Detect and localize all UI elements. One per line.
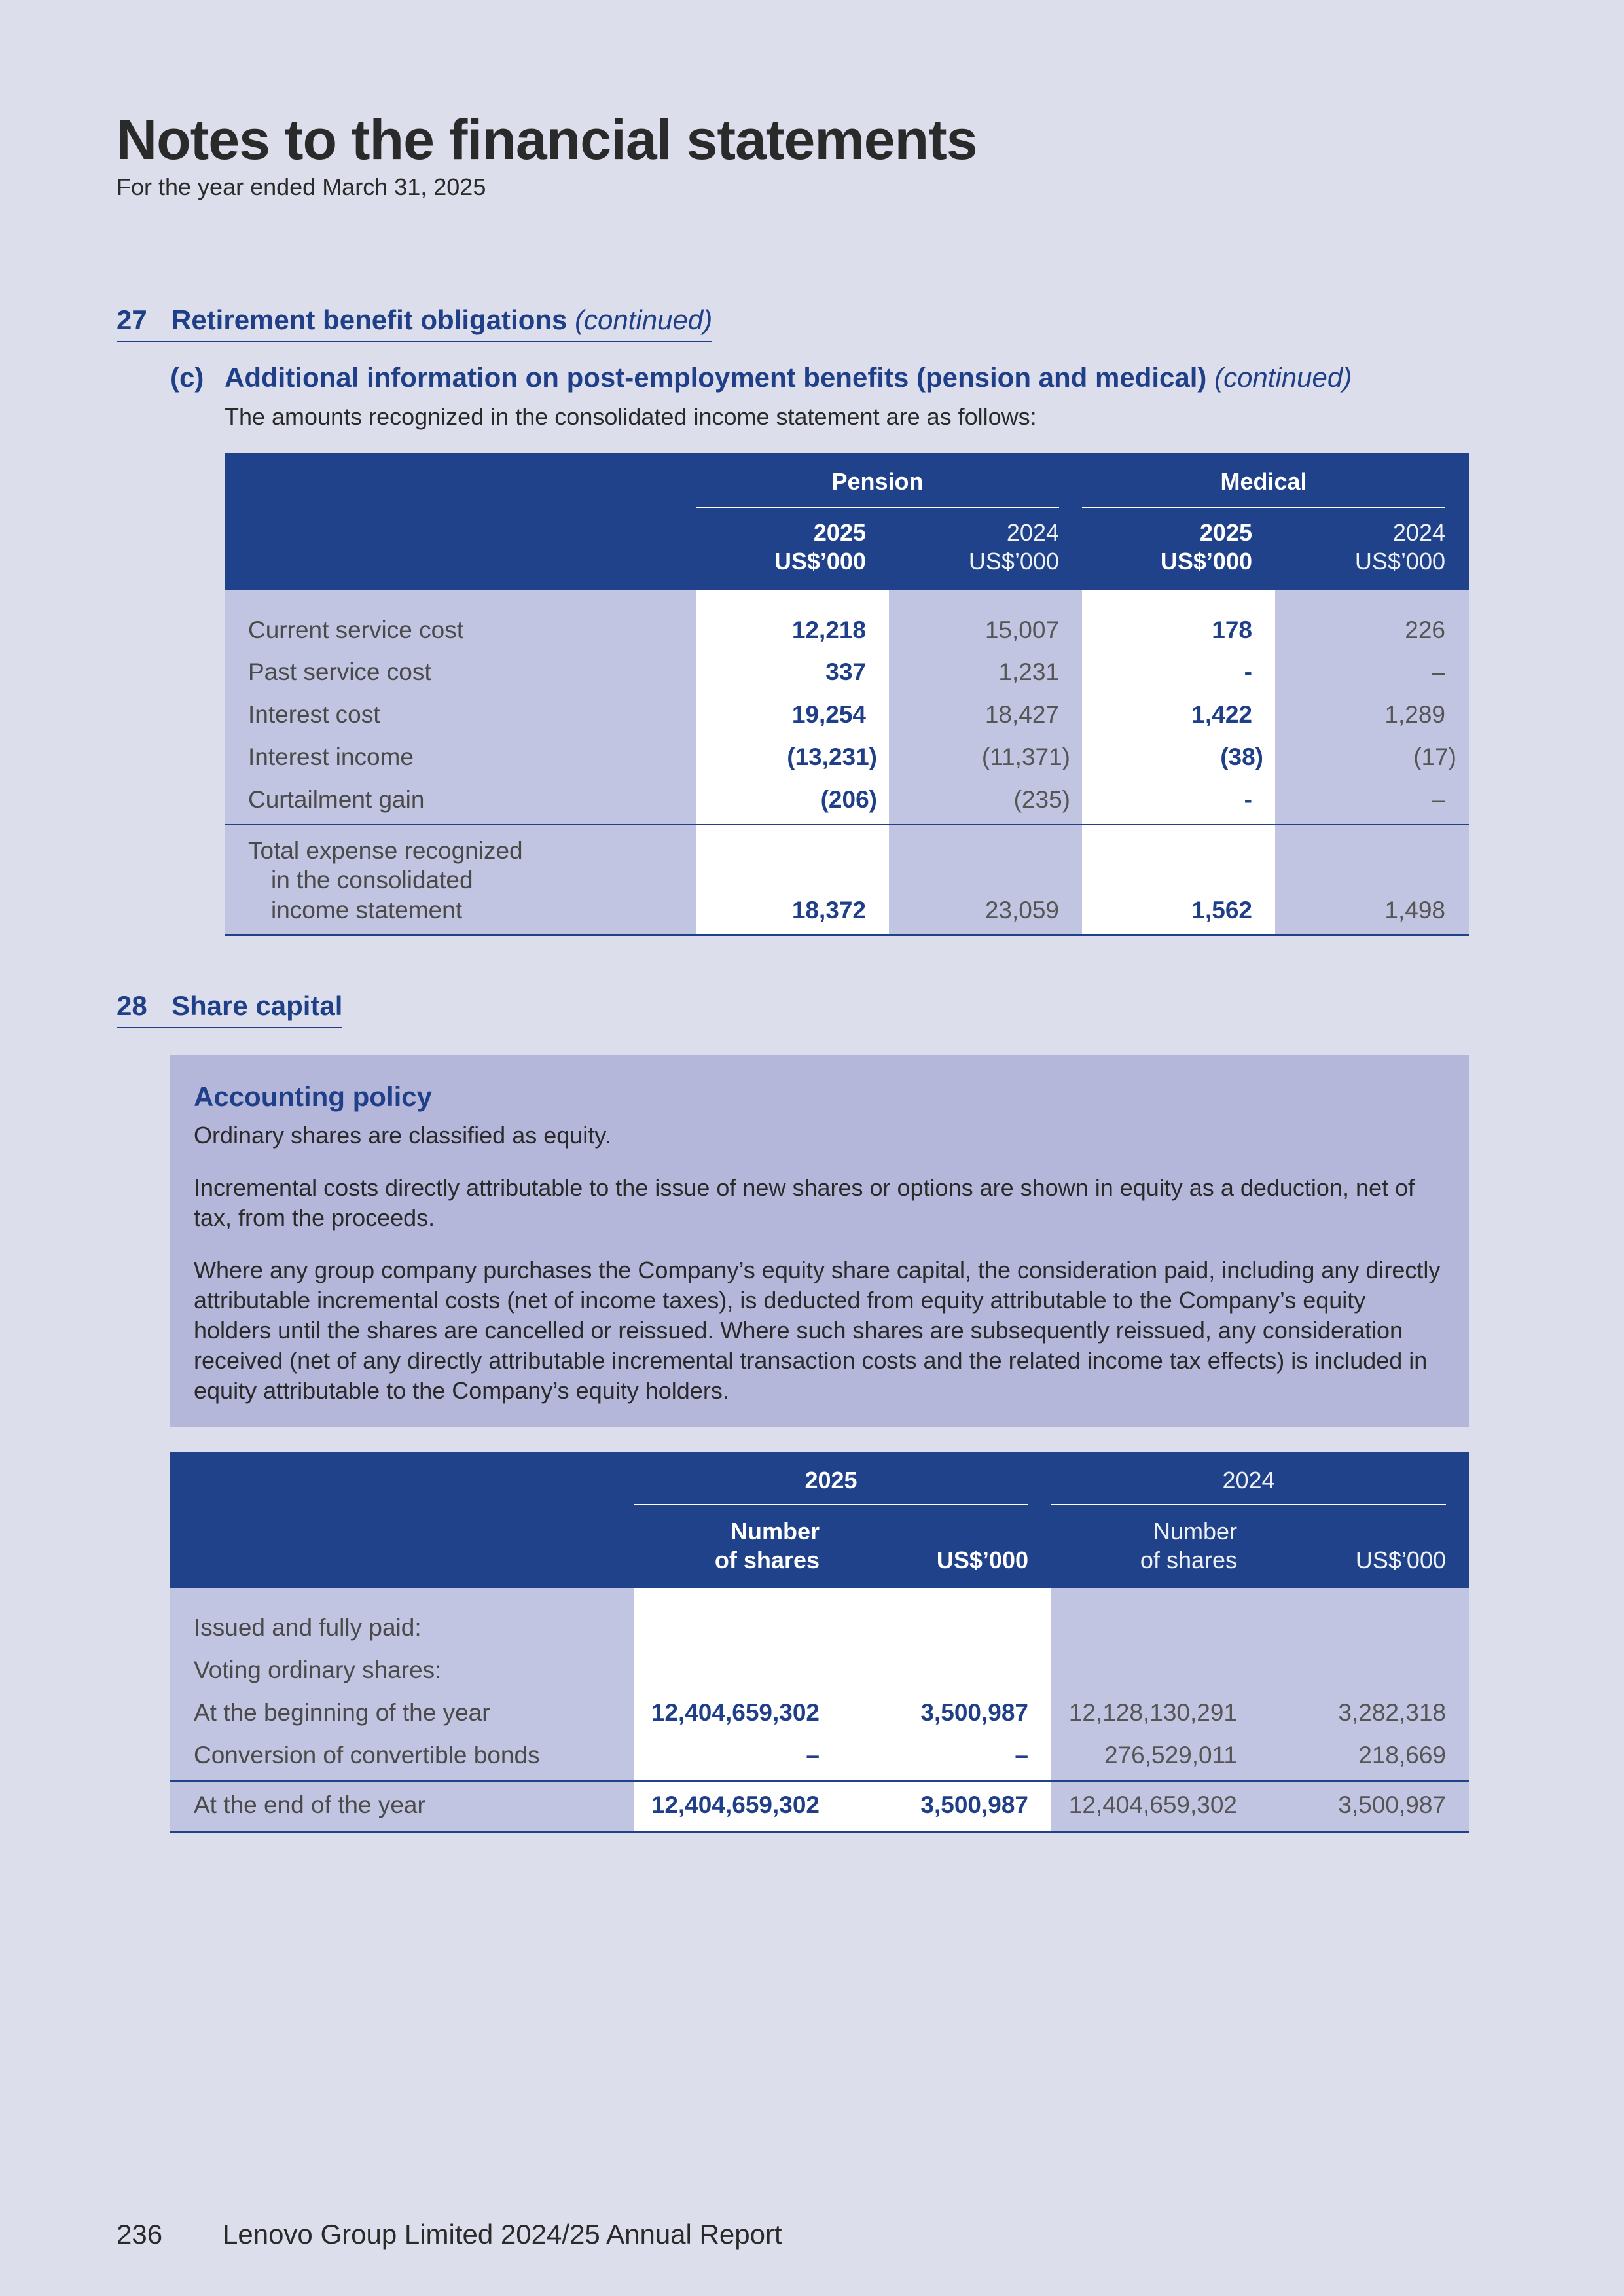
accounting-policy-box <box>170 1055 1469 1427</box>
row-label: Current service cost <box>248 617 463 643</box>
row-value: 12,404,659,302 <box>651 1699 820 1726</box>
row-value: – <box>1432 786 1445 813</box>
table-bottom-rule <box>225 934 1469 936</box>
policy-title: Accounting policy <box>194 1081 433 1112</box>
total-value: 3,500,987 <box>1338 1791 1446 1818</box>
page-subtitle: For the year ended March 31, 2025 <box>117 173 486 200</box>
continued-label: (continued) <box>1214 362 1352 393</box>
row-value: – <box>1432 658 1445 685</box>
row-label: Voting ordinary shares: <box>194 1657 442 1683</box>
page-footer <box>117 2219 782 2250</box>
col-header-year: 2025 <box>813 519 866 546</box>
group-header-pension: Pension <box>831 468 924 495</box>
col-header-year: 2024 <box>1392 519 1445 546</box>
subsection-heading <box>225 362 1352 393</box>
total-label-line: income statement <box>271 897 463 924</box>
row-value: (17) <box>1413 744 1456 770</box>
row-value: (13,231) <box>787 744 877 770</box>
total-value: 18,372 <box>791 897 866 924</box>
col-header-line2: US$’000 <box>1355 1547 1446 1573</box>
policy-paragraph: Where any group company purchases the Company’s equity share capital, the consideration paid, including any directly attributable incremental costs (net of income taxes), is deducted from equity attributable to the Company’s equity holders until the shares are cancelled or reissued. Where such shares are subsequently reissued, any consideration received (net of any directly attributable incremental transaction costs and the related income tax effects) is included in equity attributable to the Company’s equity holders. <box>194 1257 1441 1404</box>
group-underline <box>1082 507 1445 508</box>
row-value: 337 <box>825 658 866 685</box>
row-label: Interest cost <box>248 701 380 728</box>
group-underline <box>634 1504 1028 1505</box>
total-value: 23,059 <box>984 897 1059 924</box>
col-header-unit: US$’000 <box>1160 548 1252 575</box>
row-value: (235) <box>1013 786 1070 813</box>
page-title: Notes to the financial statements <box>117 109 977 171</box>
row-value: – <box>806 1742 820 1768</box>
col-header-year: 2024 <box>1006 519 1059 546</box>
group-underline <box>696 507 1059 508</box>
subsection-title: Additional information on post-employment benefits (pension and medical) <box>225 362 1207 393</box>
row-label: Issued and fully paid: <box>194 1614 422 1641</box>
row-value: – <box>1015 1742 1028 1768</box>
col-header-line2: of shares <box>1140 1547 1237 1573</box>
total-value: 12,404,659,302 <box>1068 1791 1237 1818</box>
note-title: Share capital <box>171 990 343 1021</box>
col-header-line2: of shares <box>714 1547 820 1573</box>
row-value: (11,371) <box>981 744 1070 770</box>
note-number: 28 <box>117 990 147 1021</box>
subsection-letter: (c) <box>170 362 204 393</box>
page-number: 236 <box>117 2219 163 2250</box>
col-header-line1: Number <box>1153 1518 1237 1545</box>
total-value: 1,498 <box>1384 897 1445 924</box>
row-value: (206) <box>820 786 877 813</box>
row-label: Past service cost <box>248 658 431 685</box>
row-value: 1,422 <box>1191 701 1252 728</box>
row-value: 12,128,130,291 <box>1068 1699 1237 1726</box>
policy-paragraph: Incremental costs directly attributable to the issue of new shares or options are shown in equity as a deduction, net of tax, from the proceeds. <box>194 1174 1415 1231</box>
total-label: At the end of the year <box>194 1791 425 1818</box>
row-label: Interest income <box>248 744 414 770</box>
col-header-unit: US$’000 <box>968 548 1059 575</box>
group-header-medical: Medical <box>1220 468 1307 495</box>
row-value: 226 <box>1405 617 1445 643</box>
group-underline <box>1051 1504 1446 1505</box>
group-header-2025: 2025 <box>804 1467 857 1494</box>
row-value: 178 <box>1212 617 1252 643</box>
note-27-heading <box>117 304 712 342</box>
table-bottom-rule <box>170 1831 1469 1833</box>
row-value: - <box>1244 658 1252 685</box>
col-header-year: 2025 <box>1199 519 1252 546</box>
total-value: 12,404,659,302 <box>651 1791 820 1818</box>
row-value: 19,254 <box>791 701 866 728</box>
row-value: 1,289 <box>1384 701 1445 728</box>
col-header-unit: US$’000 <box>774 548 866 575</box>
table-intro: The amounts recognized in the consolidated income statement are as follows: <box>225 403 1037 430</box>
row-value: 12,218 <box>791 617 866 643</box>
row-value: - <box>1244 786 1252 813</box>
total-label-line: Total expense recognized <box>248 837 523 864</box>
row-value: 276,529,011 <box>1104 1742 1237 1768</box>
continued-label: (continued) <box>575 304 713 335</box>
row-value: 3,500,987 <box>920 1699 1028 1726</box>
footer-text: Lenovo Group Limited 2024/25 Annual Report <box>223 2219 782 2250</box>
row-value: (38) <box>1220 744 1263 770</box>
row-value: 1,231 <box>998 658 1059 685</box>
group-header-2024: 2024 <box>1222 1467 1275 1494</box>
total-label-line: in the consolidated <box>271 867 473 893</box>
note-28-heading <box>117 990 342 1028</box>
row-label: Conversion of convertible bonds <box>194 1742 540 1768</box>
note-number: 27 <box>117 304 147 335</box>
col-header-unit: US$’000 <box>1354 548 1445 575</box>
col-header-line2: US$’000 <box>936 1547 1028 1573</box>
total-value: 1,562 <box>1191 897 1252 924</box>
row-value: 15,007 <box>984 617 1059 643</box>
row-label: Curtailment gain <box>248 786 425 813</box>
col-header-line1: Number <box>730 1518 820 1545</box>
total-divider <box>170 1780 1469 1782</box>
note-title: Retirement benefit obligations <box>171 304 568 335</box>
row-label: At the beginning of the year <box>194 1699 490 1726</box>
policy-paragraph: Ordinary shares are classified as equity. <box>194 1122 611 1149</box>
total-divider <box>225 824 1469 825</box>
row-value: 218,669 <box>1358 1742 1446 1768</box>
row-value: 18,427 <box>984 701 1059 728</box>
total-value: 3,500,987 <box>920 1791 1028 1818</box>
row-value: 3,282,318 <box>1338 1699 1446 1726</box>
